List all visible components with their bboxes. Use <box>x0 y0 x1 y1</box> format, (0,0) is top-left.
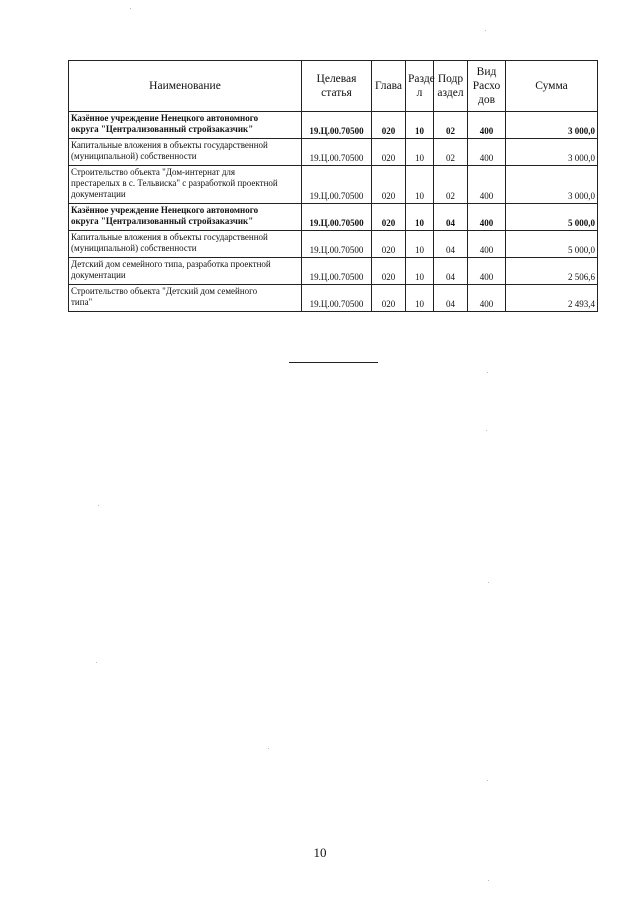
table-row <box>69 112 598 139</box>
row-chapter: 020 <box>372 204 406 231</box>
row-chapter: 020 <box>372 166 406 204</box>
row-target-article: 19.Ц.00.70500 <box>302 231 372 258</box>
row-target-article: 19.Ц.00.70500 <box>302 166 372 204</box>
scan-speck <box>487 780 488 781</box>
row-sum: 5 000,0 <box>506 204 598 231</box>
row-chapter: 020 <box>372 231 406 258</box>
row-subsection: 04 <box>434 204 468 231</box>
row-expense-type: 400 <box>468 231 506 258</box>
row-section: 10 <box>406 258 434 285</box>
row-expense-type: 400 <box>468 204 506 231</box>
table-row <box>69 285 598 312</box>
header-sum: Сумма <box>506 61 598 112</box>
row-target-article: 19.Ц.00.70500 <box>302 112 372 139</box>
row-subsection: 04 <box>434 231 468 258</box>
table-header-row <box>69 61 598 112</box>
header-name: Наименование <box>69 61 302 112</box>
row-sum: 2 493,4 <box>506 285 598 312</box>
row-sum: 3 000,0 <box>506 112 598 139</box>
scan-speck <box>268 748 269 749</box>
header-section: Разде л <box>406 61 434 112</box>
scan-speck <box>487 372 488 373</box>
row-target-article: 19.Ц.00.70500 <box>302 258 372 285</box>
scan-speck <box>130 8 131 9</box>
page-number: 10 <box>313 845 327 860</box>
header-subsection: Подр аздел <box>434 61 468 112</box>
table-row <box>69 166 598 204</box>
scan-speck <box>485 30 486 31</box>
row-chapter: 020 <box>372 112 406 139</box>
row-name: Капитальные вложения в объекты государственной (муниципальной) собственности <box>69 139 302 166</box>
row-name: Казённое учреждение Ненецкого автономного округа "Централизованный стройзаказчик" <box>69 204 302 231</box>
row-subsection: 02 <box>434 112 468 139</box>
row-section: 10 <box>406 285 434 312</box>
row-expense-type: 400 <box>468 139 506 166</box>
row-name: Строительство объекта "Дом-интернат для престарелых в с. Тельвиска" с разработкой проектной документации <box>69 166 302 204</box>
row-name: Капитальные вложения в объекты государственной (муниципальной) собственности <box>69 231 302 258</box>
scan-speck <box>96 662 97 663</box>
row-chapter: 020 <box>372 139 406 166</box>
row-subsection: 04 <box>434 258 468 285</box>
scan-speck <box>486 430 487 431</box>
table-row <box>69 204 598 231</box>
row-target-article: 19.Ц.00.70500 <box>302 204 372 231</box>
row-section: 10 <box>406 231 434 258</box>
row-chapter: 020 <box>372 258 406 285</box>
row-subsection: 04 <box>434 285 468 312</box>
row-target-article: 19.Ц.00.70500 <box>302 285 372 312</box>
budget-table <box>68 60 598 312</box>
row-section: 10 <box>406 139 434 166</box>
table-row <box>69 258 598 285</box>
row-chapter: 020 <box>372 285 406 312</box>
row-section: 10 <box>406 112 434 139</box>
row-subsection: 02 <box>434 139 468 166</box>
section-divider <box>289 362 378 363</box>
row-section: 10 <box>406 204 434 231</box>
row-section: 10 <box>406 166 434 204</box>
scan-speck <box>488 582 489 583</box>
row-sum: 2 506,6 <box>506 258 598 285</box>
row-expense-type: 400 <box>468 112 506 139</box>
row-expense-type: 400 <box>468 258 506 285</box>
header-expense-type: Вид Расхо дов <box>468 61 506 112</box>
header-target-article: Целевая статья <box>302 61 372 112</box>
row-name: Казённое учреждение Ненецкого автономного округа "Централизованный стройзаказчик" <box>69 112 302 139</box>
row-target-article: 19.Ц.00.70500 <box>302 139 372 166</box>
row-name: Строительство объекта "Детский дом семейного типа" <box>69 285 302 312</box>
row-expense-type: 400 <box>468 285 506 312</box>
row-sum: 5 000,0 <box>506 231 598 258</box>
header-chapter: Глава <box>372 61 406 112</box>
scan-speck <box>98 505 99 506</box>
row-name: Детский дом семейного типа, разработка проектной документации <box>69 258 302 285</box>
table-row <box>69 139 598 166</box>
table-row <box>69 231 598 258</box>
row-subsection: 02 <box>434 166 468 204</box>
scan-speck <box>488 880 489 881</box>
row-sum: 3 000,0 <box>506 166 598 204</box>
row-expense-type: 400 <box>468 166 506 204</box>
row-sum: 3 000,0 <box>506 139 598 166</box>
